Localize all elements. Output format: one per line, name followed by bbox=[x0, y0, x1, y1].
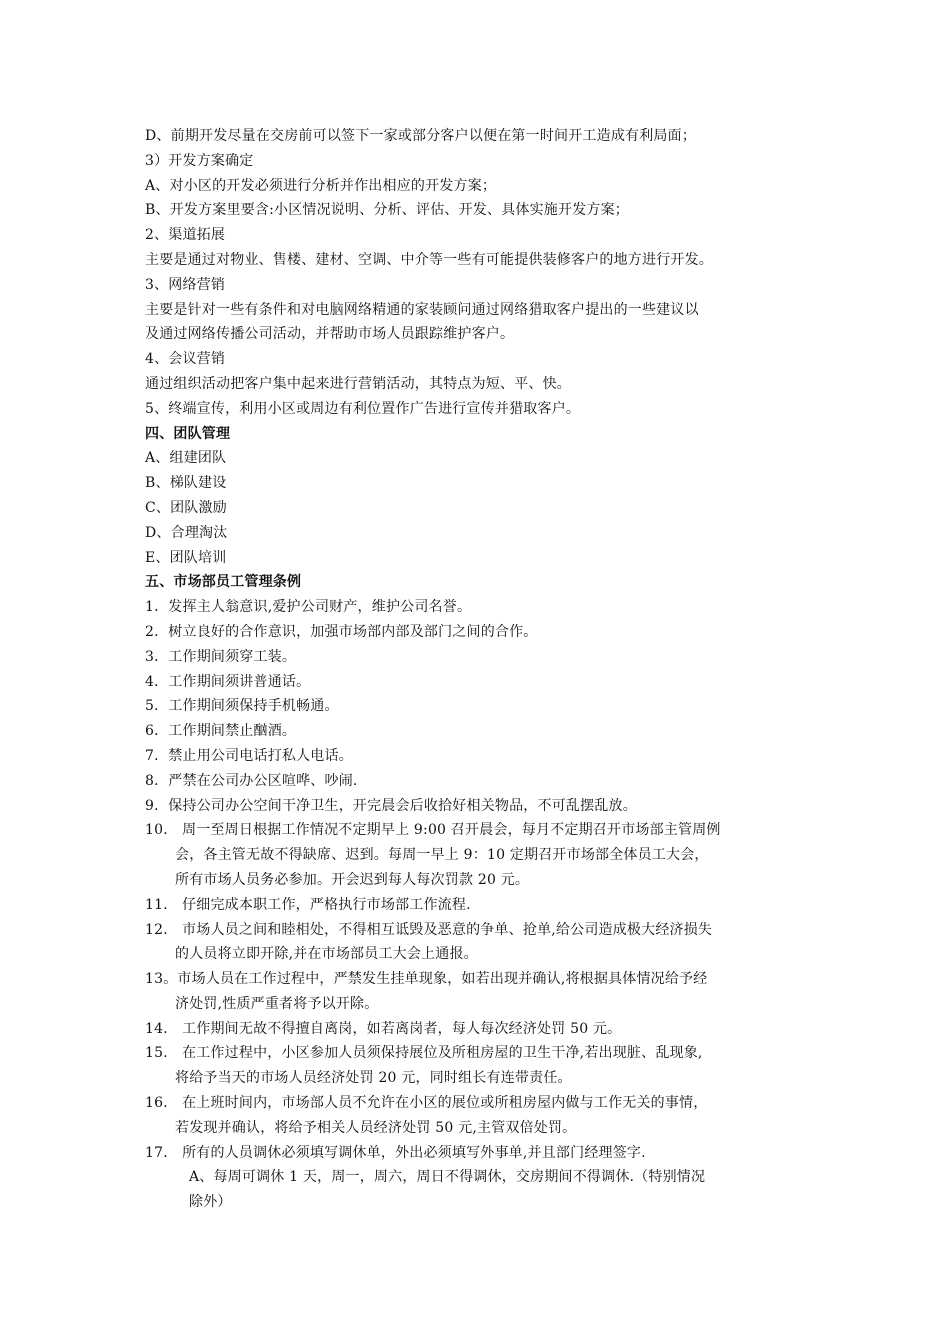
rule-item: 2．树立良好的合作意识，加强市场部内部及部门之间的合作。 bbox=[145, 623, 538, 640]
rule-sub-item-continuation: 除外） bbox=[189, 1194, 232, 1211]
list-item: C、团队激励 bbox=[145, 499, 227, 516]
text-line: 通过组织活动把客户集中起来进行营销活动，其特点为短、平、快。 bbox=[145, 375, 571, 392]
rule-item-continuation: 的人员将立即开除,并在市场部员工大会上通报。 bbox=[175, 946, 478, 963]
rule-item-continuation: 若发现并确认，将给予相关人员经济处罚 50 元,主管双倍处罚。 bbox=[175, 1119, 577, 1136]
list-item: A、组建团队 bbox=[145, 450, 227, 467]
chapter-heading-staff-rules: 五、市场部员工管理条例 bbox=[145, 574, 302, 591]
rule-item: 11． 仔细完成本职工作，严格执行市场部工作流程. bbox=[145, 896, 471, 913]
rule-item: 12． 市场人员之间和睦相处，不得相互诋毁及恶意的争单、抢单,给公司造成极大经济损失 bbox=[145, 921, 713, 938]
rule-item: 4．工作期间须讲普通话。 bbox=[145, 673, 311, 690]
section-heading: 3）开发方案确定 bbox=[145, 152, 254, 169]
section-heading: 3、网络营销 bbox=[145, 276, 226, 293]
text-line: 5、终端宣传，利用小区或周边有利位置作广告进行宣传并猎取客户。 bbox=[145, 400, 581, 417]
chapter-heading-team-management: 四、团队管理 bbox=[145, 425, 231, 442]
rule-item-continuation: 所有市场人员务必参加。开会迟到每人每次罚款 20 元。 bbox=[175, 871, 530, 888]
section-heading: 4、会议营销 bbox=[145, 351, 226, 368]
rule-item-continuation: 会，各主管无故不得缺席、迟到。每周一早上 9：10 定期召开市场部全体员工大会， bbox=[175, 847, 709, 864]
document-page bbox=[145, 124, 815, 1215]
rule-item: 14． 工作期间无故不得擅自离岗，如若离岗者，每人每次经济处罚 50 元。 bbox=[145, 1020, 622, 1037]
list-item: E、团队培训 bbox=[145, 549, 227, 566]
rule-item: 1．发挥主人翁意识,爱护公司财产，维护公司名誉。 bbox=[145, 599, 472, 616]
text-line: 主要是通过对物业、售楼、建材、空调、中介等一些有可能提供装修客户的地方进行开发。 bbox=[145, 251, 713, 268]
text-line: D、前期开发尽量在交房前可以签下一家或部分客户以便在第一时间开工造成有利局面； bbox=[145, 128, 697, 144]
rule-item: 8．严禁在公司办公区喧哗、吵闹. bbox=[145, 772, 358, 789]
rule-item-continuation: 将给予当天的市场人员经济处罚 20 元，同时组长有连带责任。 bbox=[175, 1070, 572, 1087]
rule-item: 13。市场人员在工作过程中，严禁发生挂单现象，如若出现并确认,将根据具体情况给予经 bbox=[145, 971, 708, 988]
rule-item: 7．禁止用公司电话打私人电话。 bbox=[145, 747, 353, 764]
rule-item: 9．保持公司办公空间干净卫生，开完晨会后收拾好相关物品，不可乱摆乱放。 bbox=[145, 797, 637, 814]
list-item: D、合理淘汰 bbox=[145, 524, 228, 541]
rule-item-continuation: 济处罚,性质严重者将予以开除。 bbox=[175, 995, 379, 1012]
text-line: 及通过网络传播公司活动，并帮助市场人员跟踪维护客户。 bbox=[145, 326, 515, 343]
rule-item: 10． 周一至周日根据工作情况不定期早上 9:00 召开晨会，每月不定期召开市场部主管周例 bbox=[145, 822, 721, 839]
rule-item: 15． 在工作过程中，小区参加人员须保持展位及所租房屋的卫生干净,若出现脏、乱现象, bbox=[145, 1045, 703, 1062]
rule-item: 17． 所有的人员调休必须填写调休单，外出必须填写外事单,并且部门经理签字. bbox=[145, 1144, 646, 1161]
rule-sub-item: A、每周可调休 1 天，周一，周六，周日不得调休，交房期间不得调休.（特别情况 bbox=[189, 1169, 706, 1186]
text-line: 主要是针对一些有条件和对电脑网络精通的家装顾问通过网络猎取客户提出的一些建议以 bbox=[145, 301, 699, 318]
section-heading: 2、渠道拓展 bbox=[145, 227, 226, 244]
text-line: B、开发方案里要含:小区情况说明、分析、评估、开发、具体实施开发方案； bbox=[145, 202, 630, 219]
rule-item: 5．工作期间须保持手机畅通。 bbox=[145, 698, 339, 715]
rule-item: 3．工作期间须穿工装。 bbox=[145, 648, 297, 665]
rule-item: 16． 在上班时间内，市场部人员不允许在小区的展位或所租房屋内做与工作无关的事情， bbox=[145, 1095, 708, 1112]
rule-item: 6．工作期间禁止酗酒。 bbox=[145, 723, 297, 740]
text-line: A、对小区的开发必须进行分析并作出相应的开发方案； bbox=[145, 177, 497, 194]
list-item: B、梯队建设 bbox=[145, 475, 227, 492]
